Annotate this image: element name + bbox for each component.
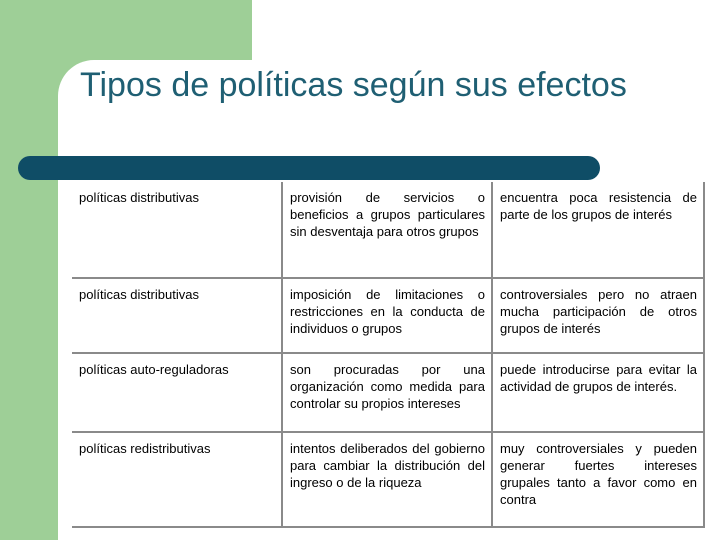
table-row: [72, 353, 704, 432]
policy-types-table: [72, 182, 705, 528]
table-row: [72, 432, 704, 527]
table-row: [72, 278, 704, 353]
policy-effect-cell: controversiales pero no atraen mucha participación de otros grupos de interés: [492, 278, 704, 353]
table-row: [72, 182, 704, 278]
policy-description-cell: imposición de limitaciones o restricciones en la conducta de individuos o grupos: [282, 278, 492, 353]
policy-type-cell: políticas distributivas: [72, 278, 282, 353]
policy-type-cell: políticas redistributivas: [72, 432, 282, 527]
policy-effect-cell: puede introducirse para evitar la actividad de grupos de interés.: [492, 353, 704, 432]
policy-description-cell: intentos deliberados del gobierno para cambiar la distribución del ingreso o de la riqueza: [282, 432, 492, 527]
policy-description-cell: son procuradas por una organización como medida para controlar su propios intereses: [282, 353, 492, 432]
policy-effect-cell: muy controversiales y pueden generar fuertes intereses grupales tanto a favor como en contra: [492, 432, 704, 527]
policy-type-cell: políticas auto-reguladoras: [72, 353, 282, 432]
slide-title: Tipos de políticas según sus efectos: [80, 66, 627, 104]
policy-description-cell: provisión de servicios o beneficios a grupos particulares sin desventaja para otros grupos: [282, 182, 492, 278]
title-underline-bar: [18, 156, 600, 180]
policy-effect-cell: encuentra poca resistencia de parte de los grupos de interés: [492, 182, 704, 278]
policy-type-cell: políticas distributivas: [72, 182, 282, 278]
